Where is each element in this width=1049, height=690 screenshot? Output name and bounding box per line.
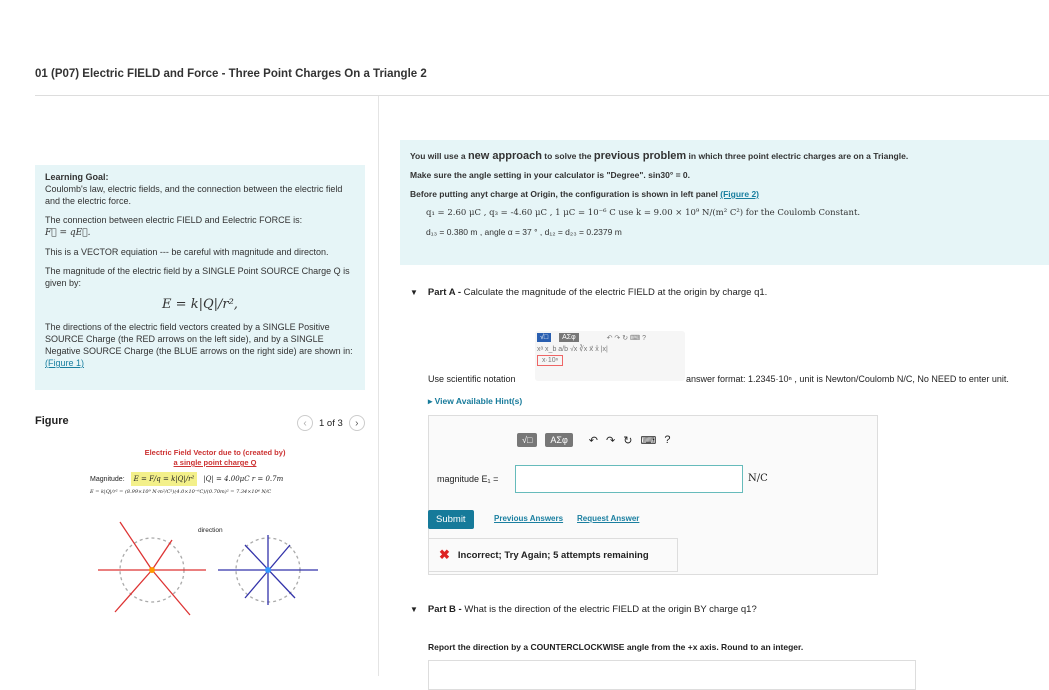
templates-button[interactable]: √□ [517,433,537,447]
part-b-instructions: Report the direction by a COUNTERCLOCKWISE angle from the +x axis. Round to an integer. [428,642,804,652]
part-b-answer-box [428,660,916,690]
force-equation: F⃗ = qE⃗. [45,228,91,238]
learning-goal-p1: Coulomb's law, electric fields, and the connection between the electric field and the electric force. [45,184,343,206]
collapse-icon: ▼ [410,605,418,614]
math-toolbar [517,433,670,447]
mini-toolbar-preview: √□ ΑΣφ ↶ ↷ ↻ ⌨ ? xᵃ x_b a/b √x ∛x x⃗ x̂ |x| x·10ⁿ [535,331,685,381]
calculator-note: Make sure the angle setting in your calculator is "Degree". sin30° = 0. [410,170,691,180]
figure-label: Figure [35,415,69,427]
reset-icon[interactable]: ↻ [623,434,633,447]
learning-goal-p5: The directions of the electric field vectors created by a SINGLE Positive SOURCE Charge (the RED arrows on the left side), and by a SINGLE Negative SOURCE Charge (the BLUE arrows on the right side) are shown in: [45,322,353,356]
learning-goal-heading: Learning Goal: [45,172,109,182]
divider [35,95,1049,96]
config-note: Before putting anyt charge at Origin, the configuration is shown in left panel [410,189,721,199]
previous-answers-link[interactable]: Previous Answers [494,514,564,523]
figure-title-1: Electric Field Vector due to (created by) [144,448,286,457]
greek-button[interactable]: ΑΣφ [545,433,572,447]
collapse-icon: ▼ [410,288,418,297]
magnitude-label: magnitude E₁ = [437,474,499,484]
intro-text: You will use a [410,151,468,161]
part-b-label: Part B - [427,604,462,615]
magnitude-input[interactable] [515,465,743,493]
learning-goal-panel [35,165,365,390]
x-icon: ✖ [439,547,450,562]
part-a-question: Calculate the magnitude of the electric FIELD at the origin by charge q1. [461,287,768,298]
figure-values: |Q| = 4.00μC r = 0.7m [203,475,284,483]
problem-intro [400,140,1049,265]
answer-format: answer format: 1.2345·10ⁿ , unit is Newton/Coulomb N/C, No NEED to enter unit. [686,374,1009,384]
hints-toggle[interactable] [428,396,522,407]
feedback-message [428,538,678,572]
sci-notation-label: Use scientific notation [428,374,516,384]
column-divider [378,96,379,676]
page-title: 01 (P07) Electric FIELD and Force - Three Point Charges On a Triangle 2 [35,68,427,80]
prev-figure-button[interactable]: ‹ [297,415,313,431]
intro-text: in which three point electric charges are on a Triangle. [686,151,909,161]
field-equation: E = k|Q|/r², [162,297,238,312]
part-b-question: What is the direction of the electric FIELD at the origin BY charge q1? [461,604,757,615]
figure-direction: direction [198,527,223,534]
unit-label: N/C [748,473,768,484]
figure-1-link[interactable]: (Figure 1) [45,358,85,368]
next-figure-button[interactable]: › [349,415,365,431]
request-answer-link[interactable]: Request Answer [577,514,640,523]
undo-icon[interactable]: ↶ [588,434,599,447]
part-a-header[interactable] [410,287,767,298]
part-b-header[interactable] [410,604,757,615]
redo-icon[interactable]: ↷ [606,434,616,447]
distance-values: d₁₃ = 0.380 m , angle α = 37 ° , d₁₂ = d₂₃ = 0.2379 m [426,227,622,237]
help-icon[interactable]: ? [664,434,671,446]
pager-text: 1 of 3 [319,417,343,429]
expand-icon: ▸ [428,396,435,406]
figure-equation: E = F/q = k|Q|/r² [131,472,198,486]
submit-button[interactable]: Submit [428,510,474,529]
charges-values: q₁ = 2.60 μC , q₃ = -4.60 μC , 1 μC = 10⁻⁶ C use k = 9.00 × 10⁹ N/(m² C²) for the Coulomb Constant. [426,208,861,218]
figure-2-link[interactable]: (Figure 2) [720,189,760,199]
feedback-text: Incorrect; Try Again; 5 attempts remaining [457,549,649,561]
figure-pager [297,415,365,431]
figure-image [90,448,340,628]
sci-notation-button[interactable]: x·10ⁿ [537,355,563,366]
keyboard-icon[interactable]: ⌨ [640,434,657,447]
intro-emph: new approach [467,150,542,162]
figure-title-2: a single point charge Q [173,458,257,467]
intro-text: to solve the [541,151,594,161]
part-a-label: Part A - [427,287,462,298]
learning-goal-p3: This is a VECTOR equiation --- be careful with magnitude and directon. [45,247,329,257]
learning-goal-p2: The connection between electric FIELD and Eelectric FORCE is: [45,215,303,225]
figure-magnitude: Magnitude: [90,475,125,483]
field-diagram [90,520,340,630]
intro-emph: previous problem [593,150,687,162]
figure-calc: E = k|Q|/r² = (8.99×10⁹ N·m²/C²)(4.0×10⁻⁶C)/(0.70m)² = 7.34×10⁴ N/C [90,489,272,495]
learning-goal-p4: The magnitude of the electric field by a SINGLE Point SOURCE Charge Q is given by: [45,266,350,288]
hints-label: View Available Hint(s) [434,396,523,406]
